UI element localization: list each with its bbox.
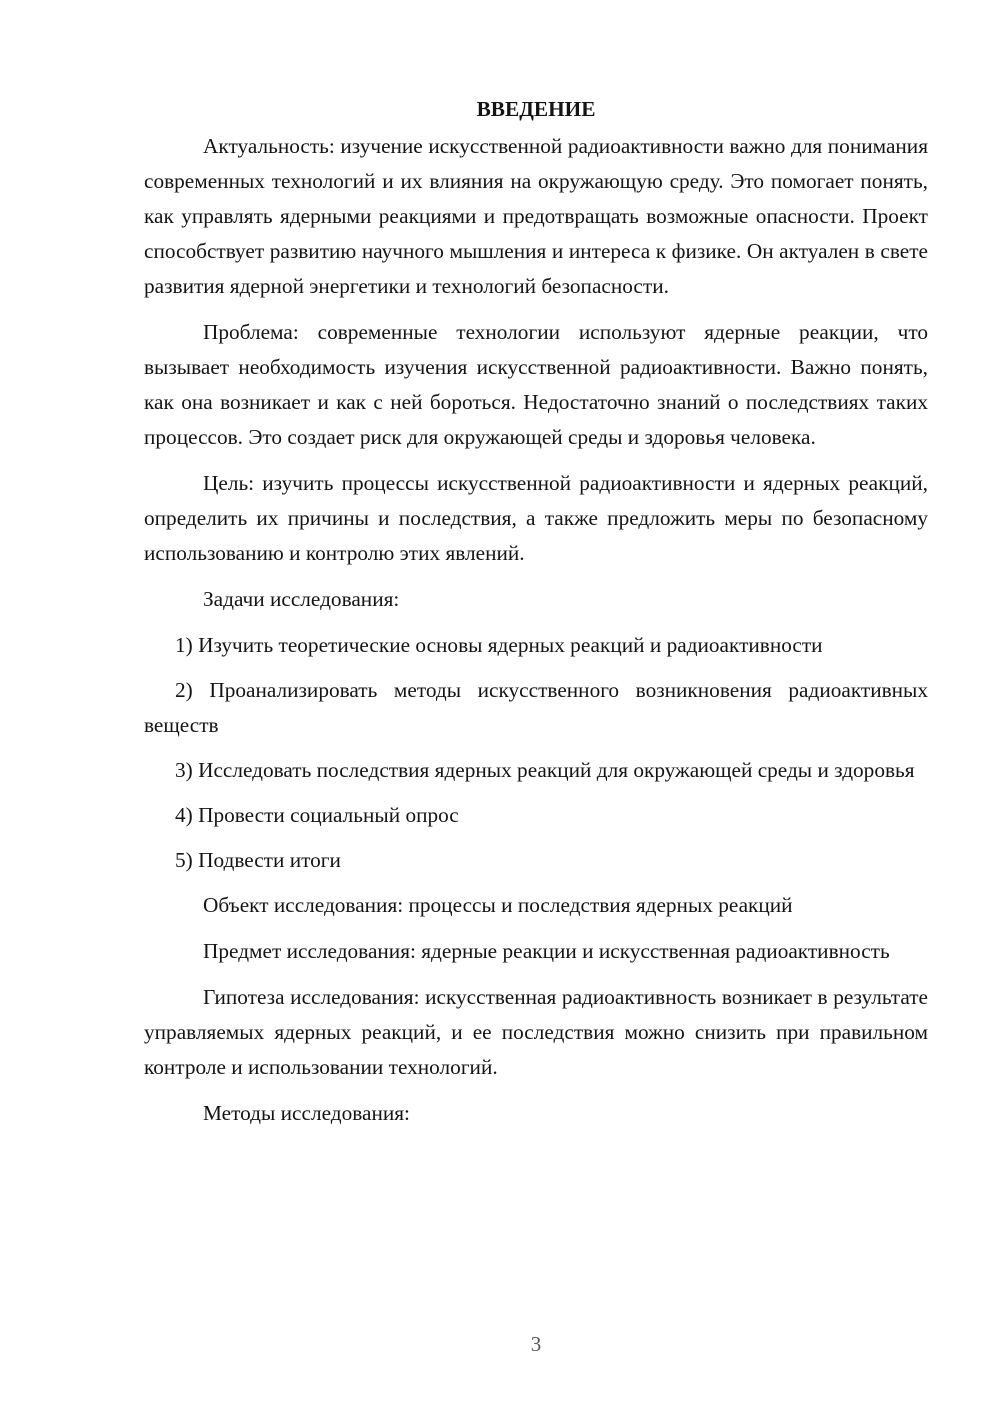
task-item-2: 2) Проанализировать методы искусственного возникновения радиоактивных веществ [144,678,928,737]
page-number: 3 [530,1332,542,1356]
paragraph-hypothesis: Гипотеза исследования: искусственная радиоактивность возникает в результате управляемых ядерных реакций, и ее последствия можно снизить при правильном контроле и использовании технологий. [144,985,928,1079]
task-item-5: 5) Подвести итоги [175,848,341,872]
paragraph-goal: Цель: изучить процессы искусственной радиоактивности и ядерных реакций, определить их причины и последствия, а также предложить меры по безопасному использованию и контролю этих явлений. [144,471,928,565]
paragraph-object: Объект исследования: процессы и последствия ядерных реакций [203,893,793,917]
methods-heading: Методы исследования: [203,1101,410,1125]
task-item-1: 1) Изучить теоретические основы ядерных реакций и радиоактивности [175,633,823,657]
task-item-3: 3) Исследовать последствия ядерных реакций для окружающей среды и здоровья [175,758,915,782]
paragraph-subject: Предмет исследования: ядерные реакции и искусственная радиоактивность [203,939,890,963]
tasks-heading: Задачи исследования: [203,587,400,611]
paragraph-problem: Проблема: современные технологии используют ядерные реакции, что вызывает необходимость изучения искусственной радиоактивности. Важно понять, как она возникает и как с ней бороться. Недостаточно знаний о последствиях таких процессов. Это создает риск для окружающей среды и здоровья человека. [144,320,928,449]
task-item-4: 4) Провести социальный опрос [175,803,459,827]
document-body [144,92,928,1142]
paragraph-relevance: Актуальность: изучение искусственной радиоактивности важно для понимания современных технологий и их влияния на окружающую среду. Это помогает понять, как управлять ядерными реакциями и предотвращать возможные опасности. Проект способствует развитию научного мышления и интереса к физике. Он актуален в свете развития ядерной энергетики и технологий безопасности. [144,134,928,298]
page-title: ВВЕДЕНИЕ [476,97,596,121]
